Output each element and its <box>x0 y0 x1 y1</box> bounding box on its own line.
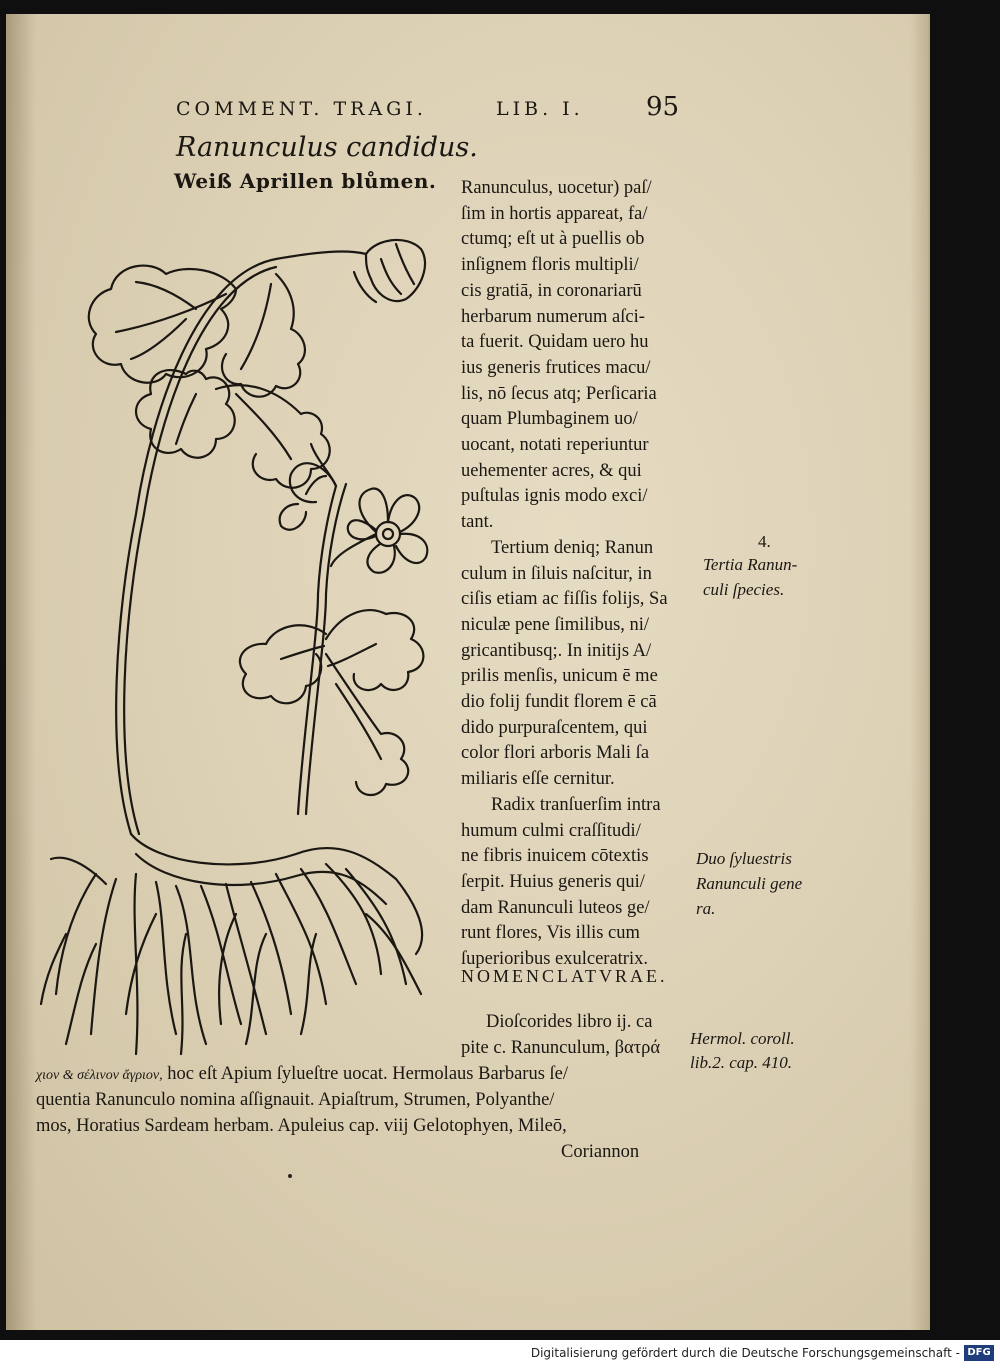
text-line: runt flores, Vis illis cum <box>461 923 640 944</box>
text-line: color flori arboris Mali ſa <box>461 743 650 764</box>
section-heading: NOMENCLATVRAE. <box>461 966 668 986</box>
text-line: quam Plumbaginem uo/ <box>461 409 638 430</box>
footer-credit: Digitalisierung gefördert durch die Deutsche Forschungsgemeinschaft - <box>530 1346 960 1360</box>
text-line: dio folij fundit florem ē cā <box>461 692 657 713</box>
text-line: culum in ſiluis naſcitur, in <box>461 563 652 584</box>
text-line: Radix tranſuerſim intra <box>491 794 661 815</box>
ranunculus-plant-woodcut-icon <box>36 214 436 1074</box>
text-line: Ranunculus, uocetur) paſ/ <box>461 178 652 198</box>
text-line: gricantibusq;. In initijs A/ <box>461 640 652 661</box>
text-line: uocant, notati reperiuntur <box>461 435 649 456</box>
text-line: dam Ranunculi luteos ge/ <box>461 897 650 918</box>
text-line: ſuperioribus exulceratrix. <box>461 949 648 970</box>
margin-note-hermol-2: lib.2. cap. 410. <box>690 1053 792 1072</box>
running-head-book: LIB. I. <box>496 98 584 120</box>
ink-speck <box>288 1174 292 1178</box>
margin-note-hermol-1: Hermol. coroll. <box>690 1029 795 1048</box>
text-line: uehementer acres, & qui <box>461 460 642 481</box>
book-page <box>6 14 930 1330</box>
nomen-line-4: quentia Ranunculo nomina aſſignauit. Apiaſtrum, Strumen, Polyanthe/ <box>36 1090 555 1110</box>
nomen-line-2: pite c. Ranunculum, βατρά <box>461 1038 661 1058</box>
plant-title-latin: Ranunculus candidus. <box>176 132 478 163</box>
margin-note-tertia-1: Tertia Ranun- <box>703 555 798 574</box>
nomen-line-1: Dioſcorides libro ij. ca <box>486 1012 653 1032</box>
nomen-line-3 <box>36 1062 568 1089</box>
text-line: ne fibris inuicem cōtextis <box>461 846 649 867</box>
text-line: prilis menſis, unicum ē me <box>461 666 658 687</box>
running-head-title: COMMENT. TRAGI. <box>176 98 427 120</box>
text-line: niculæ pene ſimilibus, ni/ <box>461 614 650 635</box>
text-line: humum culmi craſſitudi/ <box>461 820 641 841</box>
margin-note-duo-1: Duo ſyluestris <box>696 849 792 868</box>
nomen-line-3-text: hoc eſt Apium ſylueſtre uocat. Hermolaus Barbarus ſe/ <box>167 1064 569 1084</box>
main-text-column <box>461 176 701 973</box>
dfg-logo: DFG <box>964 1345 994 1361</box>
nomen-line-5: mos, Horatius Sardeam herbam. Apuleius cap. viij Gelotophyen, Mileō, <box>36 1116 567 1136</box>
text-line: cis gratiā, in coronariarū <box>461 280 642 301</box>
text-line: ciſis etiam ac fiſſis folijs, Sa <box>461 589 668 610</box>
page-number: 95 <box>646 92 680 122</box>
digitization-footer <box>0 1340 1000 1368</box>
text-line: miliaris eſſe cernitur. <box>461 769 615 790</box>
text-line: ſim in hortis appareat, fa/ <box>461 203 648 224</box>
text-line: lis, nō ſecus atq; Perſicaria <box>461 383 657 404</box>
text-line: Tertium deniq; Ranun <box>491 537 654 558</box>
text-line: tant. <box>461 512 494 533</box>
margin-number: 4. <box>758 532 771 551</box>
margin-note-duo-3: ra. <box>696 899 716 918</box>
text-line: ſerpit. Huius generis qui/ <box>461 871 645 892</box>
text-line: puſtulas ignis modo exci/ <box>461 486 648 507</box>
greek-term: χιον & σέλινον ἄγριον, <box>36 1068 163 1083</box>
text-line: dido purpuraſcentem, qui <box>461 717 648 738</box>
plant-title-german: Weiß Aprillen blůmen. <box>174 169 437 193</box>
margin-note-tertia-2: culi ſpecies. <box>703 580 785 599</box>
text-line: ta fuerit. Quidam uero hu <box>461 332 649 353</box>
text-line: ius generis frutices macu/ <box>461 357 651 378</box>
text-line: inſignem floris multipli/ <box>461 255 639 276</box>
text-line: ctumq; eſt ut à puellis ob <box>461 229 645 250</box>
text-line: herbarum numerum aſci- <box>461 306 645 327</box>
margin-note-duo-2: Ranunculi gene <box>696 874 803 893</box>
catchword: Coriannon <box>561 1142 640 1162</box>
